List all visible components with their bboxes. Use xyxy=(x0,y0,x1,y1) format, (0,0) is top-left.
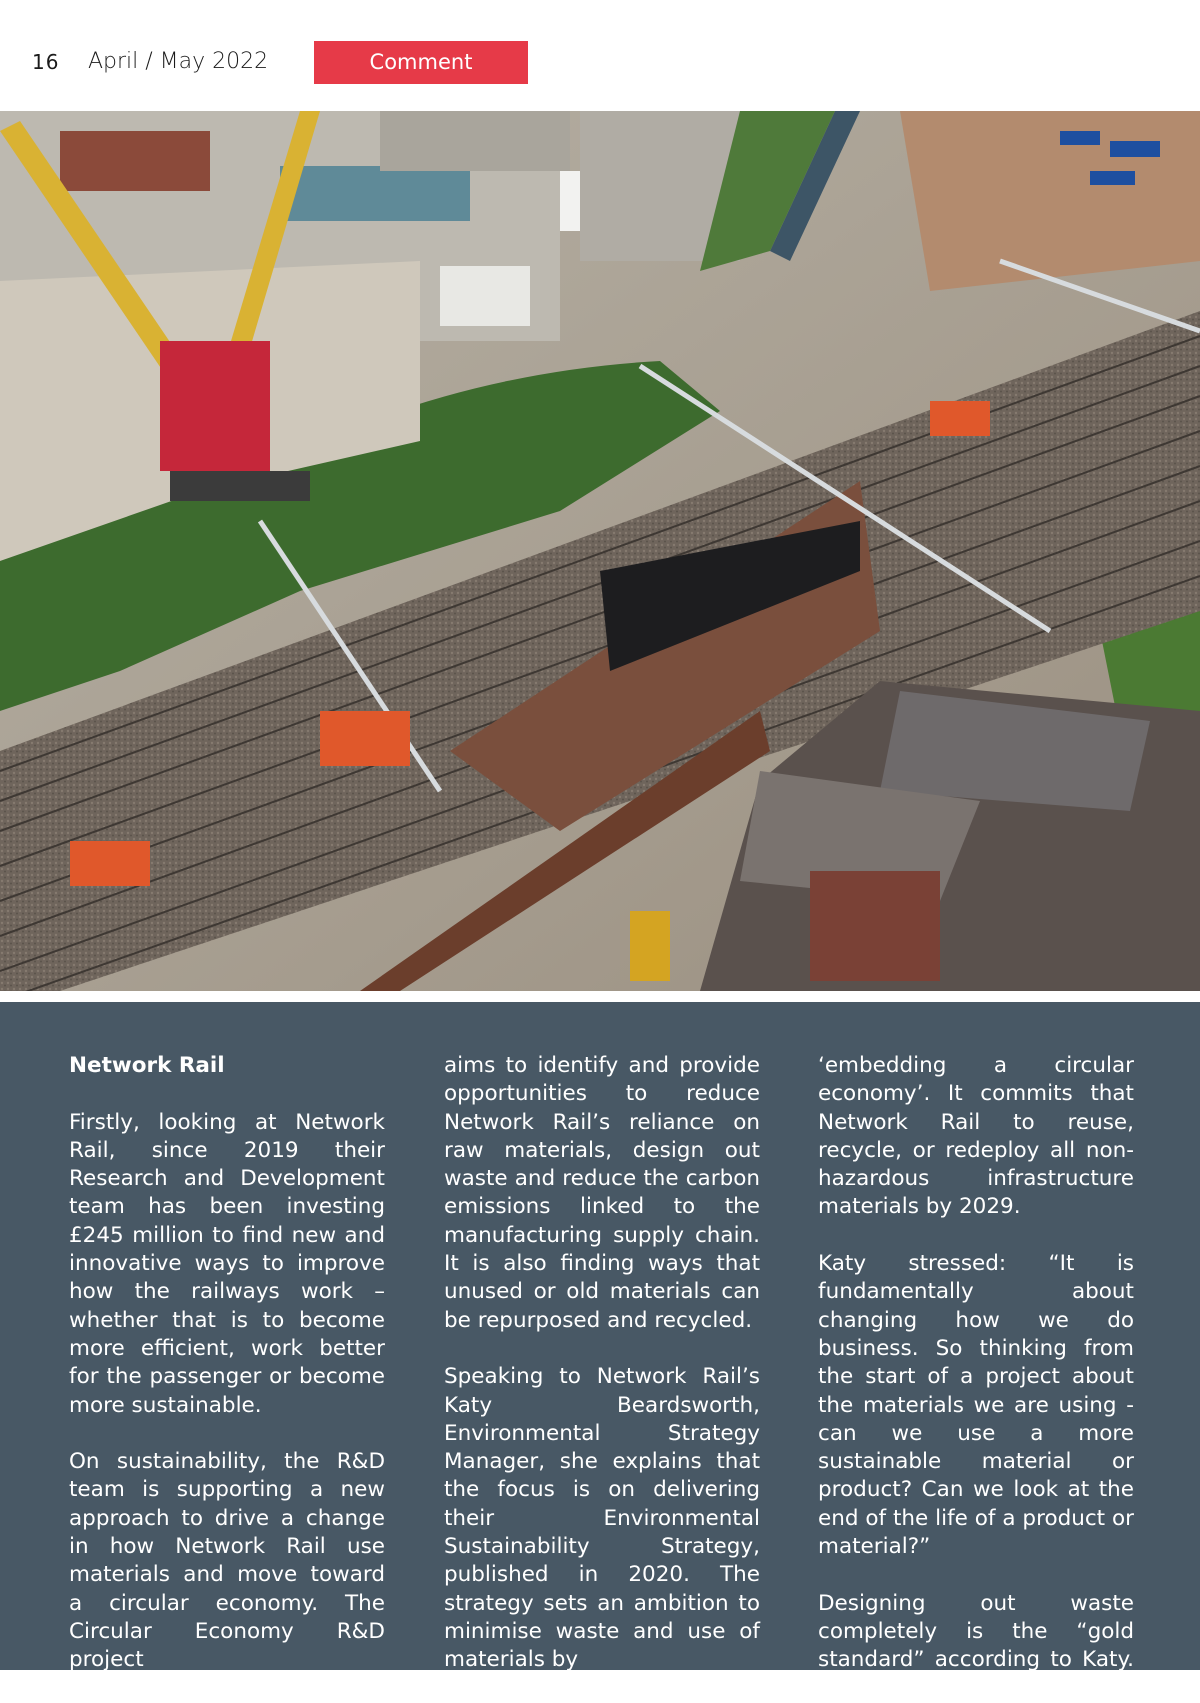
article-panel xyxy=(0,1002,1200,1701)
article-column-3 xyxy=(818,1052,1134,1703)
issue-date: April / May 2022 xyxy=(88,49,269,74)
article-paragraph: ‘embedding a circular economy’. It commits that Network Rail to reuse, recycle, or redeploy all non-hazardous infrastructure materials by 2029. xyxy=(818,1053,1134,1220)
article-column-2 xyxy=(444,1052,760,1675)
article-heading: Network Rail xyxy=(69,1053,225,1078)
page-number: 16 xyxy=(32,50,60,74)
section-tag: Comment xyxy=(314,41,528,84)
article-paragraph: Firstly, looking at Network Rail, since 2019 their Research and Development team has been investing £245 million to find new and innovative ways to improve how the railways work – whether that is to become more efficient, work better for the passenger or become more sustainable. xyxy=(69,1109,385,1418)
article-paragraph: On sustainability, the R&D team is supporting a new approach to drive a change in how Network Rail use materials and move toward a circular economy. The Circular Economy R&D project xyxy=(69,1449,385,1673)
aerial-railway-photo xyxy=(0,111,1200,991)
article-column-1 xyxy=(69,1052,385,1675)
article-paragraph: Designing out waste completely is the “gold standard” according to Katy. Her team is currently xyxy=(818,1590,1134,1701)
page-header xyxy=(0,0,1200,110)
article-paragraph: aims to identify and provide opportunities to reduce Network Rail’s reliance on raw materials, design out waste and reduce the carbon emissions linked to the manufacturing supply chain. It is also finding ways that unused or old materials can be repurposed and recycled. xyxy=(444,1053,760,1333)
article-paragraph: Speaking to Network Rail’s Katy Beardsworth, Environmental Strategy Manager, she explains that the focus is on delivering their Environmental Sustainability Strategy, published in 2020. The strategy sets an ambition to minimise waste and use of materials by xyxy=(444,1364,760,1673)
article-paragraph: Katy stressed: “It is fundamentally about changing how we do business. So thinking from the start of a project about the materials we are using - can we use a more sustainable material or product? Can we look at the end of the life of a product or material?” xyxy=(818,1251,1134,1560)
